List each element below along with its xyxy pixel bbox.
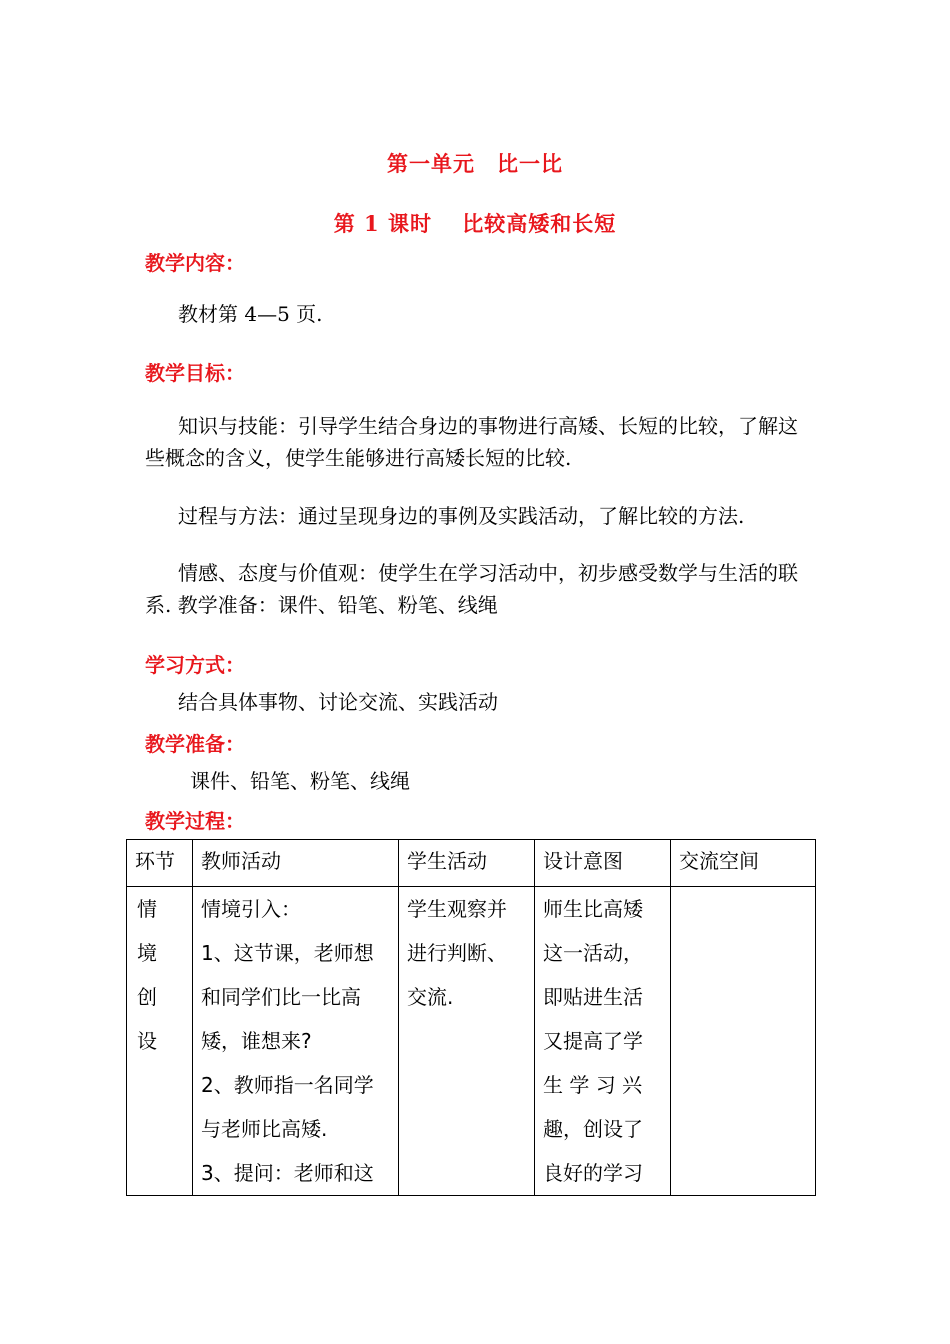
teaching-content-text: 教材第 4—5 页. xyxy=(178,302,323,326)
goal-process-methods: 过程与方法：通过呈现身边的事例及实践活动，了解比较的方法. xyxy=(178,504,745,528)
teacher-line: 1、这节课，老师想 xyxy=(201,941,374,965)
teacher-line: 矮，谁想来? xyxy=(201,1029,312,1053)
stage-char: 情 xyxy=(137,897,157,921)
table-header-row xyxy=(127,840,816,887)
unit-title: 第一单元 比一比 xyxy=(387,151,563,176)
teaching-process-table xyxy=(126,839,816,1196)
stage-char: 设 xyxy=(137,1029,157,1053)
lesson-title: 第 1 课时 比较高矮和长短 xyxy=(333,211,617,236)
header-design-intent: 设计意图 xyxy=(535,840,671,887)
design-intent-cell xyxy=(535,887,671,1196)
student-line: 进行判断、 xyxy=(407,941,507,965)
teaching-content-heading: 教学内容： xyxy=(145,251,245,275)
header-student-activity: 学生活动 xyxy=(399,840,535,887)
table-row xyxy=(127,887,816,1196)
student-activity-cell xyxy=(399,887,535,1196)
student-line: 学生观察并 xyxy=(407,897,507,921)
teaching-prep-text: 课件、铅笔、粉笔、线绳 xyxy=(190,769,410,793)
intent-line: 趣，创设了 xyxy=(543,1117,643,1141)
intent-line: 又提高了学 xyxy=(543,1029,643,1053)
teaching-process-heading: 教学过程： xyxy=(145,809,245,833)
teaching-prep-heading: 教学准备： xyxy=(145,732,245,756)
goal-knowledge-skills: 知识与技能：引导学生结合身边的事物进行高矮、长短的比较，了解这些概念的含义，使学生能够进行高矮长短的比较. xyxy=(145,414,798,470)
header-teacher-activity: 教师活动 xyxy=(193,840,399,887)
learning-method-heading: 学习方式： xyxy=(145,653,245,677)
teacher-line: 与老师比高矮. xyxy=(201,1117,328,1141)
intent-line: 这一活动， xyxy=(543,941,643,965)
stage-char: 创 xyxy=(137,985,157,1009)
stage-char: 境 xyxy=(137,941,157,965)
header-stage: 环节 xyxy=(127,840,193,887)
learning-method-text: 结合具体事物、讨论交流、实践活动 xyxy=(178,690,498,714)
stage-cell xyxy=(127,887,193,1196)
teacher-line: 和同学们比一比高 xyxy=(201,985,361,1009)
header-exchange-space: 交流空间 xyxy=(671,840,816,887)
exchange-space-cell xyxy=(671,887,816,1196)
intent-line: 生 学 习 兴 xyxy=(543,1073,643,1097)
teacher-activity-cell xyxy=(193,887,399,1196)
intent-line: 师生比高矮 xyxy=(543,897,643,921)
teaching-goals-heading: 教学目标： xyxy=(145,361,245,385)
teacher-line: 情境引入： xyxy=(201,897,301,921)
student-line: 交流. xyxy=(407,985,454,1009)
intent-line: 良好的学习 xyxy=(543,1161,643,1185)
teacher-line: 3、提问：老师和这 xyxy=(201,1161,374,1185)
intent-line: 即贴进生活 xyxy=(543,985,643,1009)
goal-emotion-values: 情感、态度与价值观：使学生在学习活动中，初步感受数学与生活的联系. 教学准备：课件、铅笔、粉笔、线绳 xyxy=(145,561,798,617)
teacher-line: 2、教师指一名同学 xyxy=(201,1073,374,1097)
